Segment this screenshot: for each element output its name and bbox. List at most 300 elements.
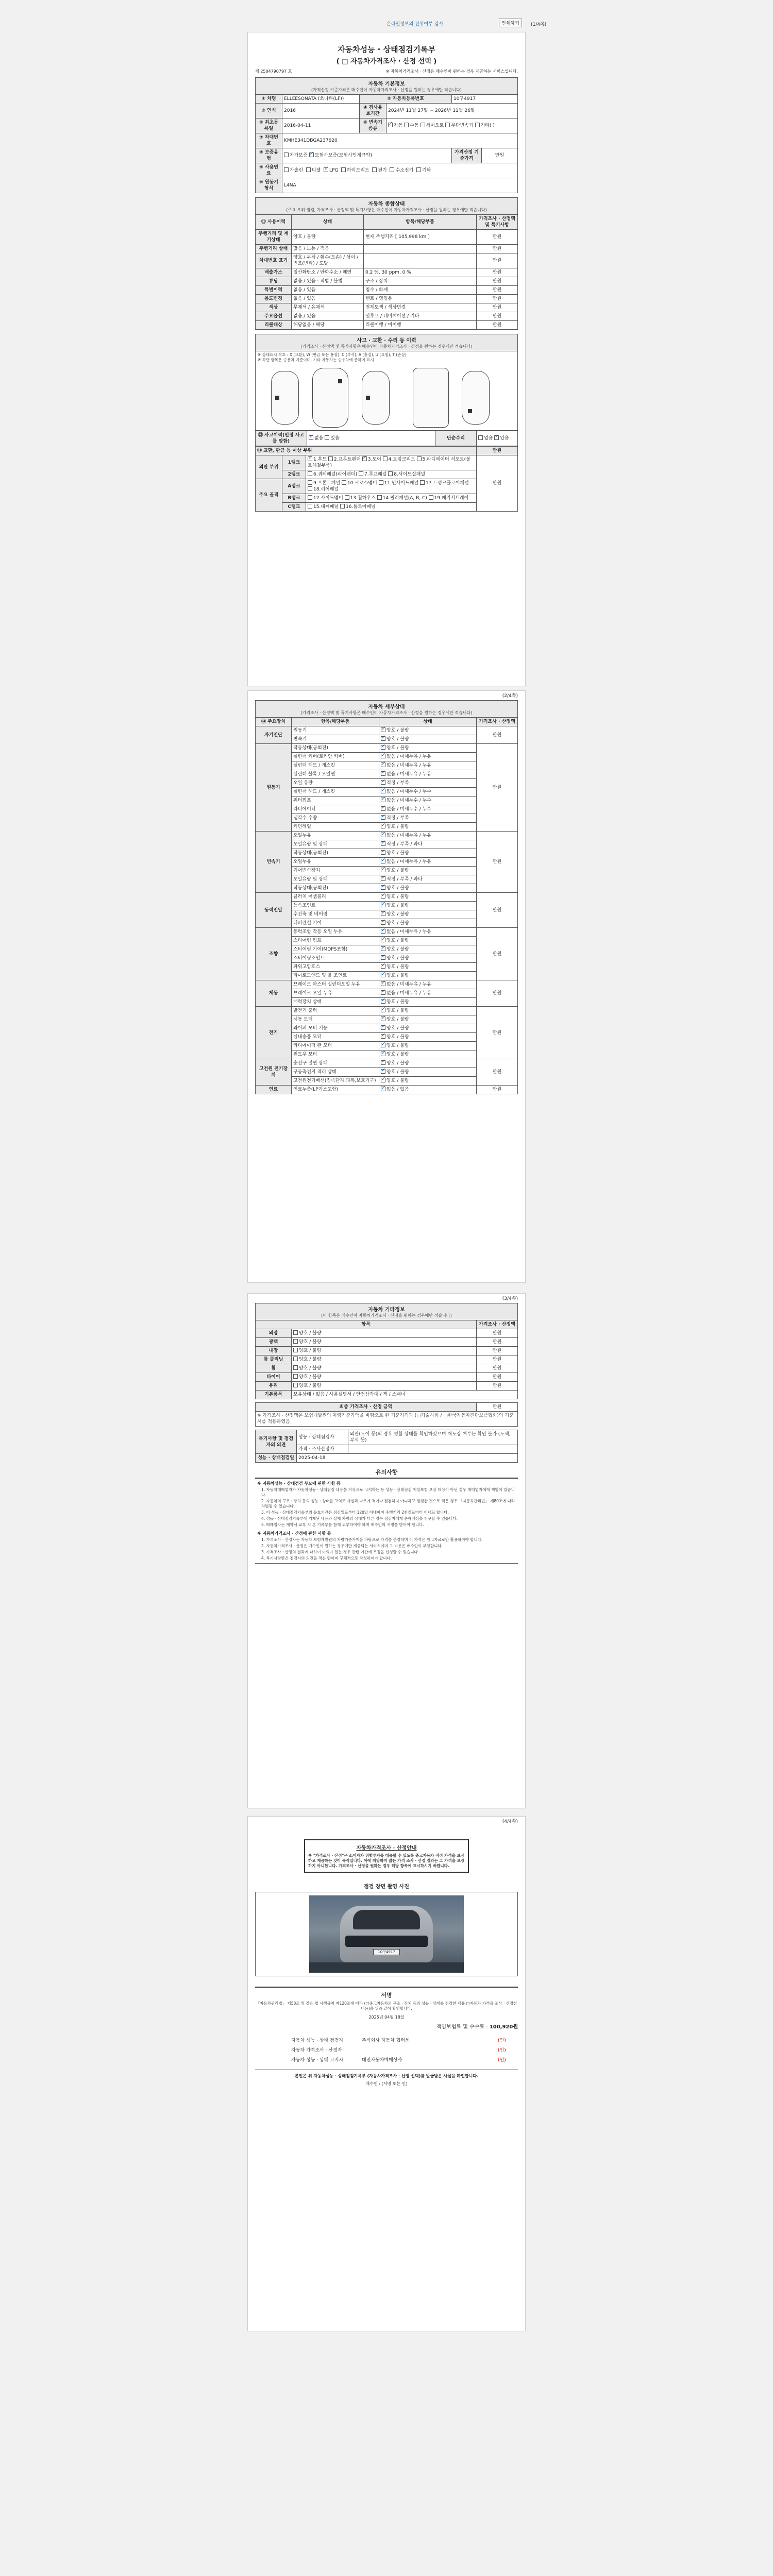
status-row [256,312,518,321]
notice-title: 유의사항 [375,1469,398,1476]
status-row [256,321,518,330]
detail-part: 동력조향 작동 오일 누유 [292,928,379,937]
detail-state[interactable] [379,779,477,788]
other-state-text: 양호 / 불량 [299,1348,322,1353]
checkbox[interactable] [381,798,385,802]
checkbox[interactable] [325,435,329,440]
checkbox[interactable] [475,123,480,127]
detail-state[interactable] [379,744,477,753]
checkbox[interactable] [308,504,312,509]
label-date: 성능 · 상태점검일 [256,1454,297,1463]
detail-state-text: 양호 / 불량 [386,1017,409,1022]
detail-state[interactable] [379,814,477,823]
basic-info-table [255,94,518,193]
other-state[interactable] [292,1382,477,1391]
accident-section-note: (가격조사 · 산정액 및 특기사항은 매수인이 자동차가격조사 · 산정을 원하는 경우에만 적습니다) [300,344,473,349]
detail-state[interactable] [379,1068,477,1077]
detail-part: 추진축 및 베어링 [292,910,379,919]
detail-state-text: 양호 / 불량 [386,938,409,943]
detail-part: 구동축전지 격리 상태 [292,1068,379,1077]
special-text-2 [348,1445,518,1454]
detail-state[interactable] [379,980,477,989]
status-row [256,245,518,253]
col-price-note: 가격조사 · 산정액 및 특기사항 [477,215,518,230]
detail-state[interactable] [379,928,477,937]
fee-line [255,2022,518,2030]
page-subtitle: ( □ 자동차가격조사 · 산정 선택 ) [336,58,437,65]
detail-state[interactable] [379,1086,477,1094]
checkbox[interactable] [421,123,425,127]
detail-group: 고전원 전기장치 [256,1059,292,1086]
checkbox[interactable] [381,833,385,837]
status-item: 주행거리 및 계기상태 [256,230,292,245]
checkbox[interactable] [381,1043,385,1047]
checkbox[interactable] [293,1383,298,1387]
label-warranty: ⑧ 보증유형 [256,148,282,163]
detail-group: 변속기 [256,832,292,893]
checkbox[interactable] [293,1339,298,1344]
checkbox[interactable] [381,1016,385,1021]
damage-mark [338,379,342,383]
other-table [255,1320,518,1399]
other-state[interactable] [292,1373,477,1382]
detail-state-text: 양호 / 불량 [386,851,409,856]
detail-section-header [255,700,518,717]
detail-state-text: 양호 / 불량 [386,999,409,1005]
rank-c: C랭크 [282,503,306,512]
checkbox[interactable] [494,435,499,440]
detail-state[interactable] [379,1033,477,1042]
detail-part: 고전원전기배선(접속단자,피복,보호기구) [292,1077,379,1086]
detail-row [256,1007,518,1015]
sign-date: 2025년 04월 18일 [368,2015,405,2020]
other-item: 휠 [256,1364,292,1373]
detail-state[interactable] [379,945,477,954]
other-price: 만원 [477,1373,518,1382]
checkbox[interactable] [429,495,433,500]
checkbox[interactable] [342,480,346,485]
accident-legend-2: ※ 하단 항목은 승용차 기준이며, 기타 자동차는 승용차에 준하여 표시 [258,358,374,362]
detail-state[interactable] [379,840,477,849]
checkbox[interactable] [381,789,385,793]
checkbox[interactable] [381,973,385,977]
status-state[interactable]: 없음 / 있음 [292,312,364,321]
checkbox[interactable] [372,167,377,172]
status-table [255,214,518,330]
checkbox[interactable] [381,771,385,776]
special-role-1: 성능 · 상태점검자 [297,1430,348,1445]
detail-price: 만원 [477,832,518,893]
checkbox[interactable] [293,1357,298,1361]
detail-state[interactable] [379,937,477,945]
status-price: 만원 [477,295,518,303]
detail-state[interactable] [379,867,477,875]
detail-part: 워터펌프 [292,796,379,805]
detail-state[interactable] [379,875,477,884]
detail-row [256,1059,518,1068]
checkbox[interactable] [340,504,345,509]
col-usage: ⑪ 사용이력 [256,215,292,230]
other-price: 만원 [477,1382,518,1391]
detail-state[interactable] [379,788,477,796]
detail-part: 실린더 헤드 / 개스킷 [292,788,379,796]
detail-state-text: 적정 / 부족 / 과다 [386,877,423,882]
checkbox[interactable] [390,167,394,172]
other-state[interactable] [292,1364,477,1373]
checkbox[interactable] [417,456,422,461]
checkbox[interactable] [381,1052,385,1056]
accident-options: ✓없음 있음 [307,431,435,446]
checkbox[interactable] [381,999,385,1004]
checkbox[interactable] [381,754,385,758]
status-row [256,277,518,286]
detail-part: 실린더 블록 / 오일팬 [292,770,379,779]
detail-part: 작동상태(공회전) [292,884,379,893]
detail-price: 만원 [477,1086,518,1094]
status-item: 차대번호 표기 [256,253,292,268]
label-reg: ② 자동차등록번호 [360,95,452,104]
status-price: 만원 [477,303,518,312]
checkbox[interactable] [324,167,328,172]
checkbox[interactable] [381,946,385,951]
checkbox[interactable] [420,480,425,485]
checkbox[interactable] [381,824,385,828]
detail-state[interactable] [379,770,477,779]
checkbox[interactable] [381,1078,385,1082]
page-title: 자동차성능 · 상태점검기록부 [337,45,436,54]
detail-state-text: 없음 / 미세누유 / 누유 [386,859,432,865]
detail-part: 배력장치 상태 [292,998,379,1007]
repair-options: 없음 ✓ 있음 [477,431,518,446]
col-part: 항목/해당부품 [364,215,477,230]
other-section-title: 자동차 기타정보 [368,1307,405,1313]
status-state[interactable]: 없음 / 있음 [292,286,364,295]
detail-state-text: 양호 / 불량 [386,964,409,970]
checkbox[interactable] [404,123,409,127]
checkbox[interactable] [381,938,385,942]
checkbox[interactable] [381,1069,385,1074]
detail-group: 연료 [256,1086,292,1094]
checkbox[interactable] [381,903,385,907]
checkbox[interactable] [308,480,312,485]
checkbox[interactable] [381,1060,385,1065]
car-frame-side [462,371,490,425]
detail-state[interactable] [379,832,477,840]
detail-part: 오일누유 [292,832,379,840]
detail-state-text: 양호 / 불량 [386,1008,409,1013]
detail-state[interactable] [379,735,477,744]
checkbox[interactable] [308,471,312,476]
checkbox[interactable] [381,876,385,881]
checkbox[interactable] [309,152,314,157]
checkbox[interactable] [381,911,385,916]
detail-state-text: 없음 / 미세누유 / 누유 [386,772,432,777]
detail-state[interactable] [379,1059,477,1068]
checkbox[interactable] [381,1025,385,1030]
detail-row [256,980,518,989]
detail-row [256,1086,518,1094]
detail-part: 스티어링 펌프 [292,937,379,945]
notice-item: 4. 특기사항란은 점검자의 의견을 적는 란이며 구체적으로 작성하여야 합니다. [261,1556,392,1561]
detail-state[interactable] [379,884,477,893]
accident-legend: ※ 상태표시 부호 : X (교환), W (판금 또는 용접), C (부식), A (흠집), U (요철), T (손상) [258,352,407,357]
checkbox[interactable] [306,167,311,172]
value-engine: L4NA [282,178,518,193]
detail-state[interactable] [379,849,477,858]
other-price: 만원 [477,1364,518,1373]
status-state[interactable]: 무채색 / 유채색 [292,303,364,312]
parts-price: 만원 [477,455,518,512]
detail-part: 타이로드엔드 및 볼 조인트 [292,972,379,980]
doc-note: ※ 자동차가격조사 · 산정은 매수인이 원하는 경우 제공하는 서비스입니다. [385,69,518,74]
other-state[interactable] [292,1347,477,1355]
status-state[interactable]: 없음 / 있음 [292,295,364,303]
checkbox[interactable] [381,1087,385,1091]
detail-part: 변속기 [292,735,379,744]
signer-org: 대전자동차매매상사 [362,2058,402,2063]
detail-price: 만원 [477,928,518,980]
status-price: 만원 [477,230,518,245]
notice-item: 2. 자동차의 구조 · 장치 등의 성능 · 상태를 고의로 사실과 다르게 적거나 점검하지 아니하고 점검한 것으로 적은 경우 「자동차관리법」 제80조에 따라 처벌될 수 있습니다. [261,1499,515,1509]
detail-state[interactable] [379,910,477,919]
detail-state[interactable] [379,796,477,805]
viewer-toolbar [268,19,557,29]
detail-part: 작동상태(공회전) [292,744,379,753]
checkbox[interactable] [381,929,385,934]
detail-section-title: 자동차 세부상태 [368,704,405,710]
status-section-header [255,197,518,214]
status-price: 만원 [477,268,518,277]
checkbox[interactable] [381,850,385,855]
other-item: 타이어 [256,1373,292,1382]
checkbox[interactable] [381,1034,385,1039]
detail-state[interactable] [379,902,477,910]
checkbox[interactable] [293,1330,298,1335]
detail-state[interactable] [379,989,477,998]
detail-state[interactable] [379,726,477,735]
car-outline-top [312,368,348,428]
detail-row [256,744,518,753]
detail-part: 연료누출(LP가스포함) [292,1086,379,1094]
detail-state[interactable] [379,761,477,770]
checkbox[interactable] [308,456,312,461]
signer-stamp: (인) [498,2038,506,2043]
detail-part: 브레이크 오일 누유 [292,989,379,998]
status-detail: 선루프 / 네비게이션 / 기타 [364,312,477,321]
checkbox[interactable] [381,990,385,995]
detail-state[interactable] [379,954,477,963]
checkbox[interactable] [362,456,367,461]
checkbox[interactable] [381,841,385,846]
detail-state-text: 양호 / 불량 [386,956,409,961]
checkbox[interactable] [388,123,393,127]
detail-state[interactable] [379,1024,477,1033]
detail-state[interactable] [379,998,477,1007]
other-row [256,1382,518,1391]
checkbox[interactable] [388,471,393,476]
other-state-text: 양호 / 불량 [299,1331,322,1336]
detail-state[interactable] [379,858,477,867]
other-item: 외장 [256,1329,292,1338]
buyer-sign[interactable]: 매수인 : (서명 또는 인) [365,2081,408,2086]
detail-part: 스티어링조인트 [292,954,379,963]
garage-floor [309,1962,464,1973]
detail-part: 오일유량 및 상태 [292,840,379,849]
checkbox[interactable] [478,435,483,440]
detail-state[interactable] [379,1050,477,1059]
checkbox[interactable] [293,1365,298,1370]
status-detail: 구조 / 장치 [364,277,477,286]
label-accident: ⑫ 사고이력(인정 사고를 말함) [256,431,307,446]
detail-part: 커먼레일 [292,823,379,832]
detail-state-text: 양호 / 불량 [386,912,409,917]
checkbox[interactable] [381,868,385,872]
checkbox[interactable] [359,471,363,476]
detail-state-text: 없음 / 미세누유 / 누유 [386,754,432,759]
price-guide-title: 자동차가격조사 · 산정안내 [356,1845,417,1851]
signer-org [360,2045,497,2055]
status-item: 주요옵션 [256,312,292,321]
status-row [256,268,518,277]
status-price: 만원 [477,253,518,268]
detail-state-text: 없음 / 미세누유 / 누유 [386,982,432,987]
trans-options: ✓자동 수동 세미오토 무단변속기 기타( ) [386,118,518,133]
inspection-photo [309,1895,464,1973]
checkbox[interactable] [381,920,385,925]
rank-c-items: 15.대쉬패널 16.플로어패널 [306,503,477,512]
price-guide-box [304,1839,469,1873]
checkbox[interactable] [381,955,385,960]
basic-section-title: 자동차 기본정보 [368,81,405,87]
checkbox[interactable] [381,780,385,785]
col-price: 가격조사 · 산정액 [477,718,518,726]
checkbox[interactable] [377,495,382,500]
notice-head: ※ 자동차성능 · 상태점검 부모에 관한 사항 등 [257,1481,341,1486]
verify-link[interactable]: 온라인정보의 진위여부 검사 [386,22,444,27]
detail-state[interactable] [379,1015,477,1024]
checkbox[interactable] [381,806,385,811]
detail-part: 기어변속장치 [292,867,379,875]
notice-item: 5. 매매업자는 계약서 교부 시 본 기록부를 함께 교부하여야 하며 매수인의 서명을 받아야 합니다. [261,1522,424,1527]
detail-state[interactable] [379,972,477,980]
checkbox[interactable] [381,859,385,863]
detail-part: 윈도우 모터 [292,1050,379,1059]
detail-state-text: 없음 / 미세누유 / 누유 [386,929,432,935]
detail-state[interactable] [379,1042,477,1050]
other-state-text: 양호 / 불량 [299,1375,322,1380]
checkbox[interactable] [381,964,385,969]
detail-state[interactable] [379,753,477,761]
checkbox[interactable] [328,456,333,461]
checkbox[interactable] [381,736,385,741]
status-state[interactable]: 일산화탄소 / 탄화수소 / 매연 [292,268,364,277]
detail-state[interactable] [379,963,477,972]
detail-state[interactable] [379,805,477,814]
col-state: 상태 [379,718,477,726]
signers-table [255,2035,518,2064]
detail-state-text: 양호 / 불량 [386,868,409,873]
detail-state-text: 양호 / 불량 [386,745,409,751]
detail-state[interactable] [379,1077,477,1086]
detail-state-text: 양호 / 불량 [386,1061,409,1066]
detail-state[interactable] [379,919,477,928]
detail-state-text: 양호 / 불량 [386,973,409,978]
rank-2: 2랭크 [282,470,306,479]
status-item: 배출가스 [256,268,292,277]
detail-part: 파워고압호스 [292,963,379,972]
checkbox[interactable] [381,981,385,986]
label-fuel: ⑨ 사용연료 [256,163,282,178]
status-state[interactable]: 양호 / 부식 / 훼손(오손) / 상이 / 변조(변타) / 도말 [292,253,364,268]
checkbox[interactable] [416,167,421,172]
checkbox[interactable] [308,495,312,500]
other-state[interactable] [292,1329,477,1338]
checkbox[interactable] [381,762,385,767]
checkbox[interactable] [381,1008,385,1012]
checkbox[interactable] [381,727,385,732]
detail-part: 라디에이터 [292,805,379,814]
status-state[interactable]: 해당없음 / 해당 [292,321,364,330]
checkbox[interactable] [345,495,349,500]
detail-row [256,928,518,937]
detail-state-text: 양호 / 불량 [386,1026,409,1031]
other-row [256,1347,518,1355]
detail-row [256,893,518,902]
status-row [256,253,518,268]
detail-part: 오일유량 및 상태 [292,875,379,884]
status-item: 주행거리 상태 [256,245,292,253]
checkbox[interactable] [284,152,289,157]
page-3 [247,1293,526,1808]
other-state[interactable] [292,1338,477,1347]
col-item: 항목 [256,1320,477,1329]
detail-price: 만원 [477,744,518,832]
checkbox[interactable] [341,167,346,172]
value-reg: 10구4917 [452,95,518,104]
checkbox[interactable] [381,815,385,820]
checkbox[interactable] [445,123,450,127]
damage-mark [275,396,279,400]
other-item: 룸 클리닝 [256,1355,292,1364]
special-table [255,1430,518,1463]
status-state[interactable]: 많음 / 보통 / 적음 [292,245,364,253]
detail-part: 와이퍼 모터 기능 [292,1024,379,1033]
checkbox[interactable] [381,894,385,899]
checkbox[interactable] [383,456,388,461]
checkbox[interactable] [308,486,312,491]
checkbox[interactable] [293,1348,298,1352]
col-device: ⑭ 주요장치 [256,718,292,726]
detail-state[interactable] [379,1007,477,1015]
detail-state-text: 양호 / 불량 [386,947,409,952]
checkbox[interactable] [293,1374,298,1379]
checkbox[interactable] [379,480,383,485]
status-section-title: 자동차 종합상태 [368,201,405,207]
checkbox[interactable] [381,745,385,750]
other-state[interactable] [292,1355,477,1364]
print-button[interactable]: 인쇄하기 [499,19,522,27]
page-4 [247,1816,526,2331]
status-state[interactable]: 양호 / 불량 [292,230,364,245]
status-state[interactable]: 없음 / 있음 · 적법 / 불법 [292,277,364,286]
notice-item: 2. 자동차가격조사 · 산정은 매수인이 원하는 경우에만 제공되는 서비스이며 그 비용은 매수인이 부담합니다. [261,1544,443,1548]
detail-state[interactable] [379,823,477,832]
checkbox[interactable] [309,435,313,440]
detail-part: 클러치 어셈블리 [292,893,379,902]
detail-state[interactable] [379,893,477,902]
checkbox[interactable] [381,885,385,890]
checkbox[interactable] [284,167,289,172]
